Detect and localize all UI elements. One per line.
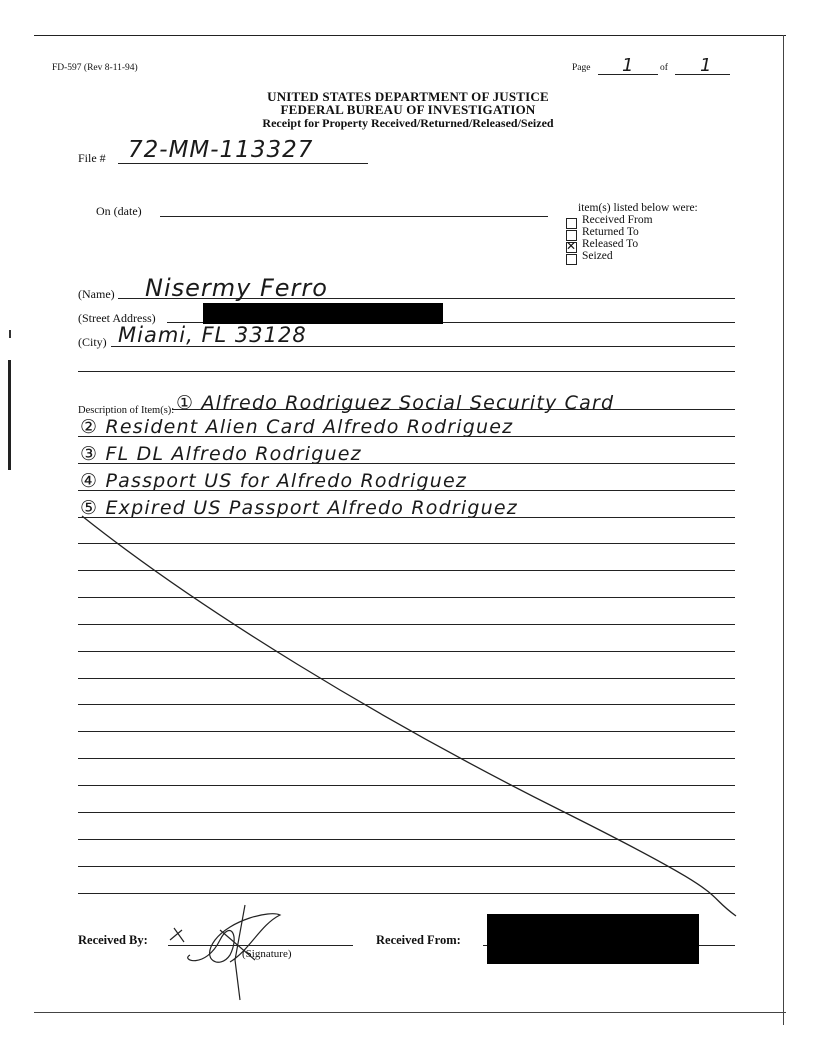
released-to-option: Released To — [582, 238, 639, 250]
received-by-label: Received By: — [78, 933, 148, 947]
signature-caption: (Signature) — [242, 948, 292, 960]
item-3: ③ FL DL Alfredo Rodriguez — [80, 443, 362, 465]
file-number: 72-MM-113327 — [128, 137, 314, 163]
form-title: Receipt for Property Received/Returned/Released/Seized — [262, 116, 554, 130]
city-value: Miami, FL 33128 — [118, 323, 307, 347]
received-from-label: Received From: — [376, 933, 461, 947]
items-listed-label: item(s) listed below were: — [578, 202, 698, 214]
item-4: ④ Passport US for Alfredo Rodriguez — [80, 470, 468, 492]
received-from-redaction — [487, 914, 699, 964]
item-5: ⑤ Expired US Passport Alfredo Rodriguez — [80, 497, 518, 519]
description-label: Description of Item(s): — [78, 405, 175, 416]
city-label: (City) — [78, 335, 107, 349]
item-1: ① Alfredo Rodriguez Social Security Card — [176, 392, 615, 414]
agency-bureau: FEDERAL BUREAU OF INVESTIGATION — [280, 102, 536, 117]
name-label: (Name) — [78, 287, 115, 301]
form-number: FD-597 (Rev 8-11-94) — [52, 63, 138, 73]
name-value: Nisermy Ferro — [145, 274, 328, 302]
file-label: File # — [78, 151, 106, 165]
item-2: ② Resident Alien Card Alfredo Rodriguez — [80, 416, 514, 438]
page-total: 1 — [700, 55, 712, 76]
agency-department: UNITED STATES DEPARTMENT OF JUSTICE — [267, 89, 549, 104]
page-label: Page — [572, 63, 591, 73]
on-date-label: On (date) — [96, 204, 142, 218]
page-number: 1 — [622, 55, 634, 76]
street-label: (Street Address) — [78, 311, 156, 325]
page-of-label: of — [660, 63, 668, 73]
returned-to-option: Returned To — [582, 226, 639, 238]
received-from-option: Received From — [582, 214, 653, 226]
seized-option: Seized — [582, 250, 613, 262]
